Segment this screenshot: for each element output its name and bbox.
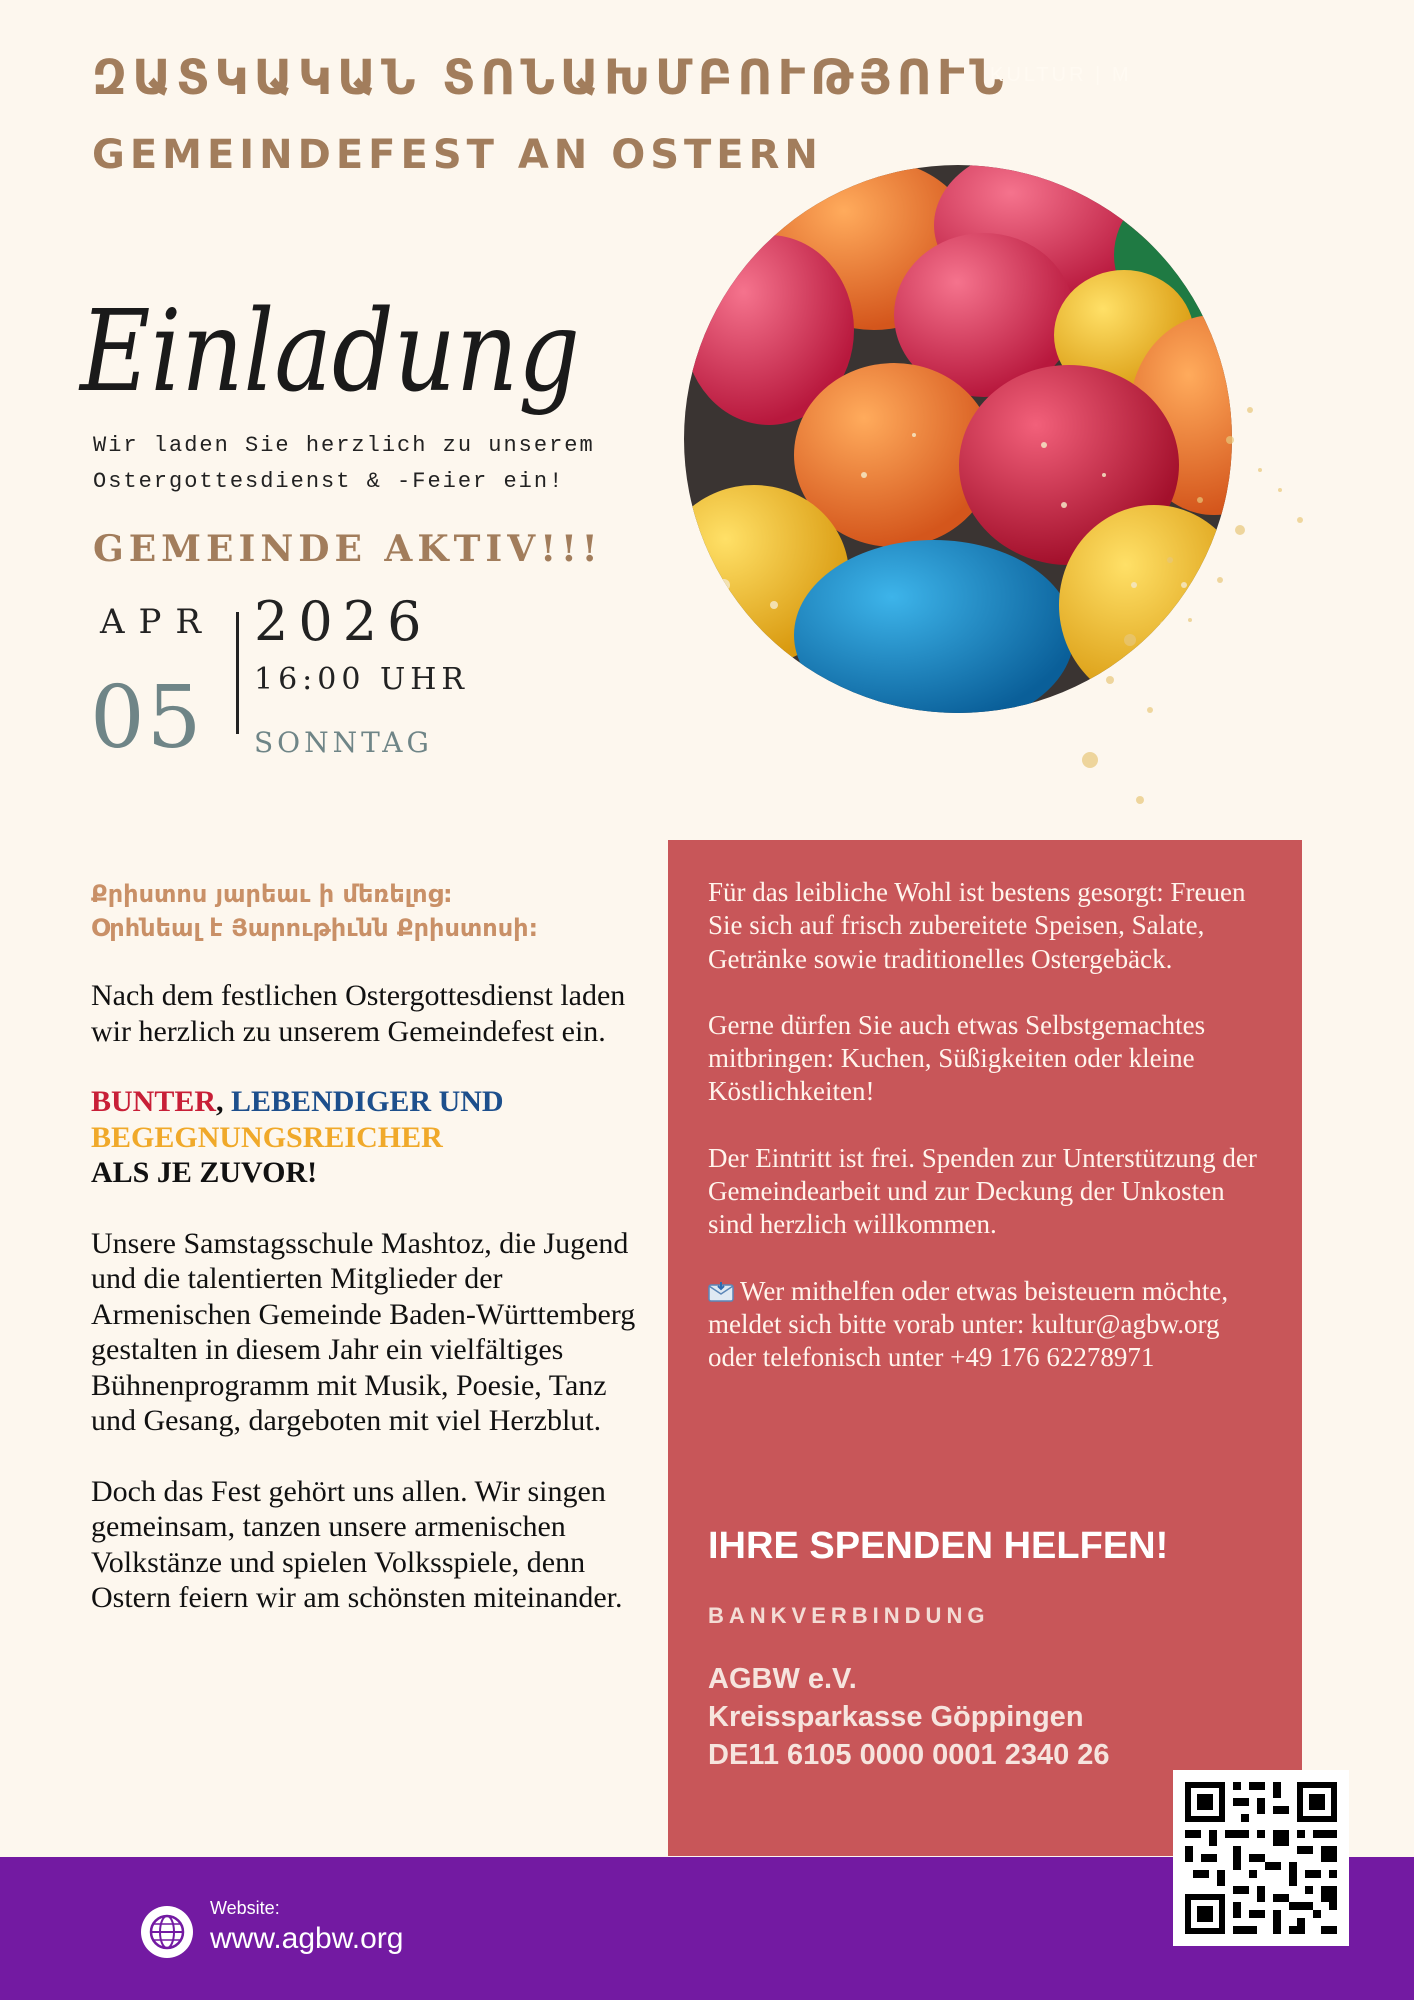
homemade-paragraph: Gerne dürfen Sie auch etwas Selbstgemachtes mitbringen: Kuchen, Süßigkeiten oder kleine Köstlichkeiten!	[708, 1009, 1206, 1107]
qr-code-icon[interactable]	[1173, 1770, 1349, 1946]
slogan-bunter: BUNTER	[91, 1085, 217, 1118]
contact-text: Wer mithelfen oder etwas beisteuern möchte, meldet sich bitte vorab unter: kultur@agbw.org oder telefonisch unter +49 176 62278971	[708, 1275, 1229, 1373]
together-paragraph: Doch das Fest gehört uns allen. Wir singen gemeinsam, tanzen unsere armenischen Volkstänze und spielen Volksspiele, denn Ostern feiern wir am schönsten miteinander.	[91, 1474, 623, 1614]
ghost-watermark-text: KULTUR | M	[990, 64, 1132, 86]
event-time: 16:00 UHR	[254, 662, 470, 697]
entry-paragraph: Der Eintritt ist frei. Spenden zur Unterstützung der Gemeindearbeit und zur Deckung der Unkosten sind herzlich willkommen.	[708, 1142, 1257, 1240]
svg-text:Einladung: Einladung	[78, 287, 581, 417]
bank-iban: DE11 6105 0000 0001 2340 26	[708, 1739, 1110, 1771]
easter-greeting-armenian	[91, 877, 651, 945]
intro-paragraph: Nach dem festlichen Ostergottesdienst laden wir herzlich zu unserem Gemeindefest ein.	[91, 979, 626, 1048]
date-divider	[236, 612, 239, 734]
globe-icon	[140, 1905, 194, 1959]
bank-institute: Kreissparkasse Göppingen	[708, 1701, 1084, 1733]
email-icon	[708, 1282, 734, 1302]
highlight-slogan	[91, 1084, 651, 1191]
slogan-lebendiger: LEBENDIGER UND	[231, 1085, 504, 1118]
program-paragraph: Unsere Samstagsschule Mashtoz, die Jugend und die talentierten Mitglieder der Armenischen Gemeinde Baden-Württemberg gestalten in diesem Jahr ein vielfältiges Bühnenprogramm mit Musik, Poesie, Tanz und Gesang, dargeboten mit viel Herzblut.	[91, 1226, 636, 1437]
food-paragraph: Für das leibliche Wohl ist bestens gesorgt: Freuen Sie sich auf frisch zubereitete Speisen, Salate, Getränke sowie traditionelles Ostergebäck.	[708, 877, 1246, 974]
slogan-comma: ,	[216, 1085, 224, 1118]
website-link[interactable]: www.agbw.org	[210, 1922, 404, 1955]
title-armenian: ԶԱՏԿԱԿԱՆ ՏՈՆԱԽՄԲՈՒԹՅՈՒՆ	[92, 50, 1009, 106]
greeting-line-2: Օրհնեալ է Յարութիւնն Քրիստոսի:	[91, 914, 539, 942]
greeting-line-1: Քրիստոս յարեաւ ի մեռելոց:	[91, 880, 453, 908]
event-weekday: SONNTAG	[254, 726, 433, 759]
slogan-begegnungsreicher: BEGEGNUNGSREICHER	[91, 1120, 443, 1154]
slogan-als-je-zuvor: ALS JE ZUVOR!	[91, 1156, 318, 1189]
invitation-line-1: Wir laden Sie herzlich zu unserem	[93, 433, 595, 458]
date-day: 05	[90, 668, 204, 768]
date-year: 2026	[254, 590, 432, 653]
info-panel-text	[708, 876, 1268, 1408]
einladung-script	[74, 260, 594, 450]
bank-label: BANKVERBINDUNG	[708, 1603, 990, 1628]
date-month: APR	[100, 602, 216, 642]
bank-details	[708, 1660, 1110, 1774]
bank-account-holder: AGBW e.V.	[708, 1663, 857, 1695]
donation-heading: IHRE SPENDEN HELFEN!	[708, 1525, 1169, 1567]
website-label: Website:	[210, 1898, 280, 1918]
contact-paragraph	[708, 1275, 1268, 1375]
title-german: GEMEINDEFEST AN OSTERN	[92, 132, 823, 178]
gold-splatter-decoration	[1050, 380, 1350, 840]
motto-heading: GEMEINDE AKTIV!!!	[93, 528, 603, 570]
invitation-line-2: Ostergottesdienst & -Feier ein!	[93, 469, 565, 494]
invitation-text	[93, 428, 633, 500]
left-column	[91, 978, 651, 1651]
